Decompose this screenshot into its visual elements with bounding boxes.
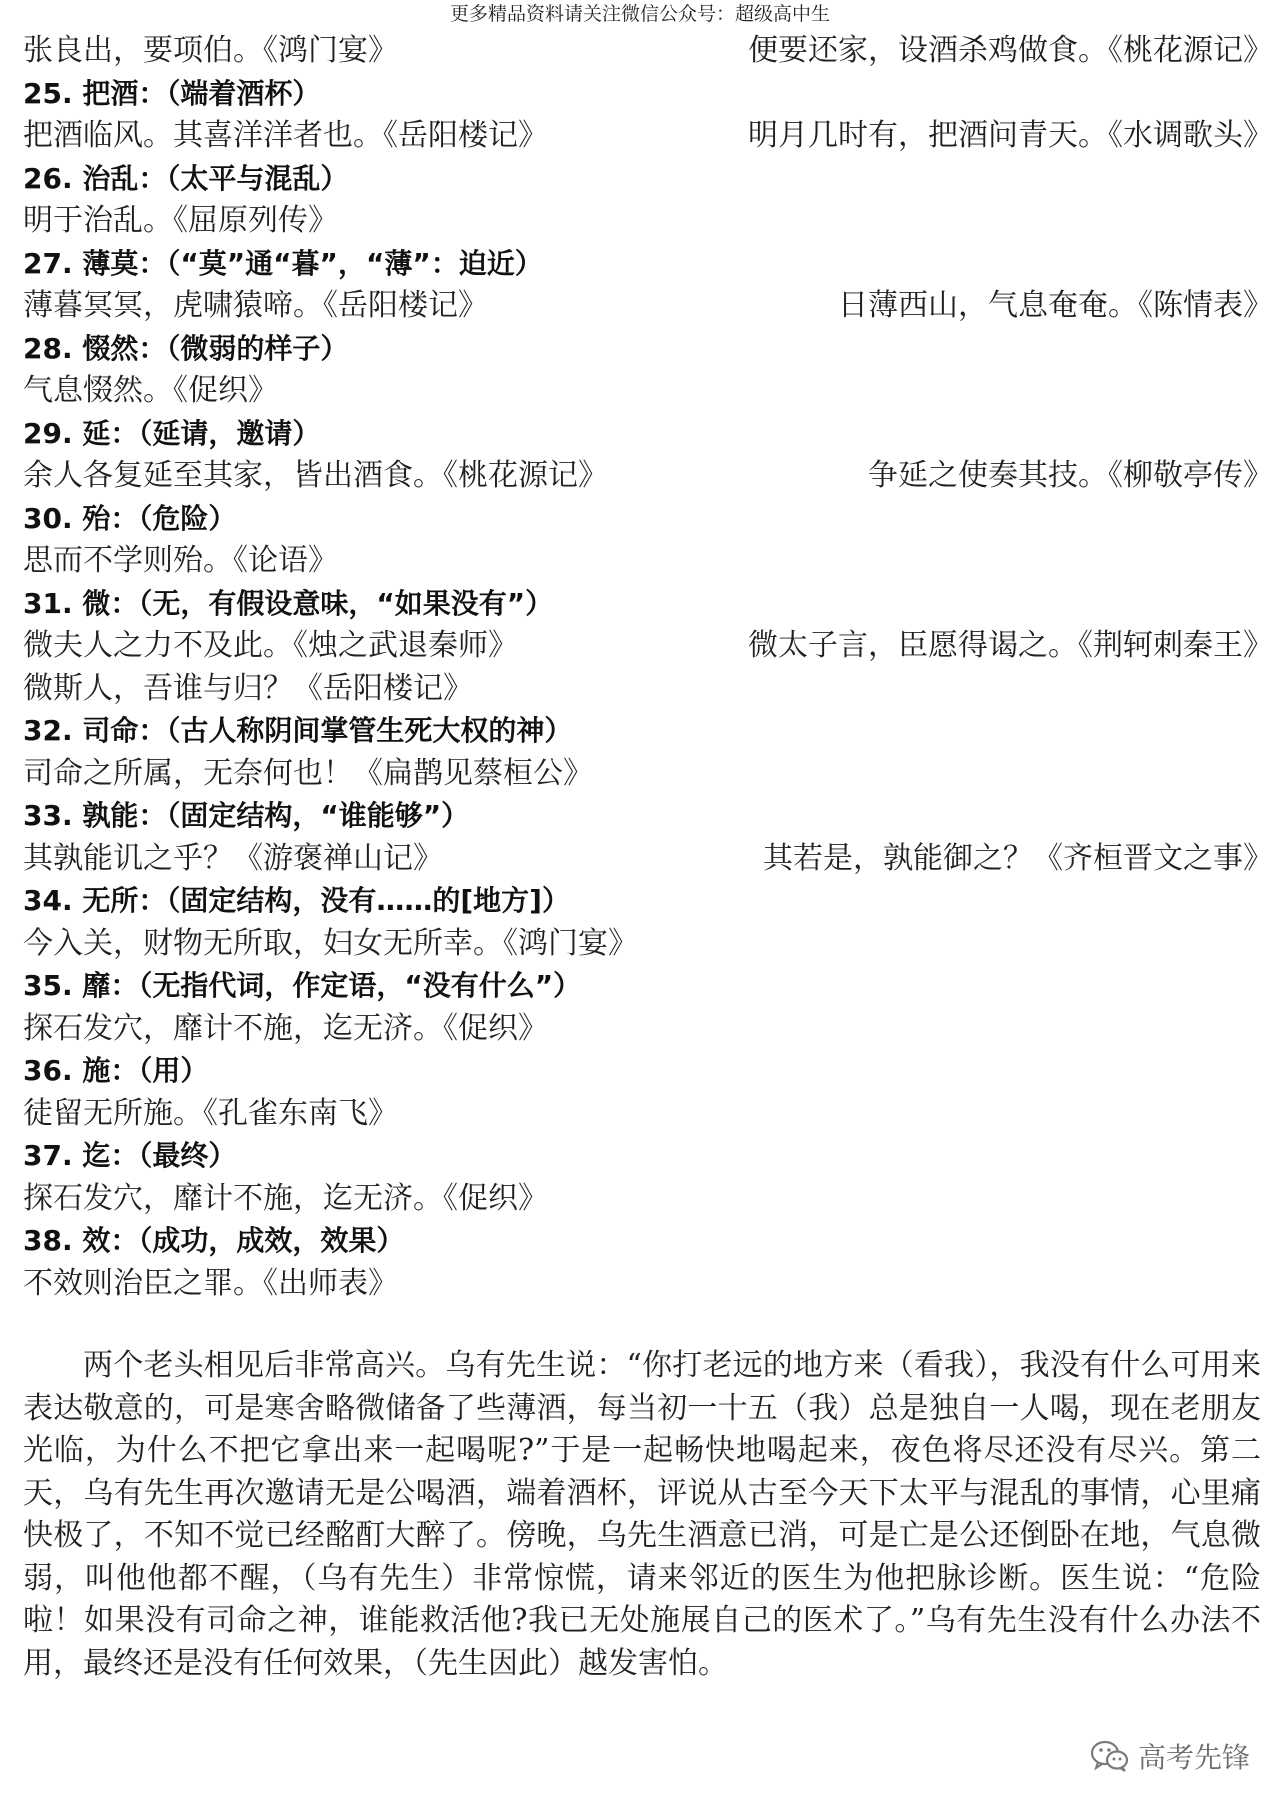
example-row <box>23 923 1273 966</box>
example-sentence: 司命之所属，无奈何也！《扁鹊见蔡桓公》 <box>23 755 593 791</box>
example-row <box>23 30 1273 73</box>
example-row <box>23 625 1273 668</box>
vocab-heading: 28. 惙然：（微弱的样子） <box>23 331 349 365</box>
vocab-heading: 29. 延：（延请，邀请） <box>23 416 321 450</box>
example-sentence: 今入关，财物无所取，妇女无所幸。《鸿门宴》 <box>23 925 638 961</box>
example-sentence: 把酒临风。其喜洋洋者也。《岳阳楼记》 <box>23 118 548 153</box>
example-sentence: 余人各复延至其家，皆出酒食。《桃花源记》 <box>23 458 608 493</box>
example-sentence-secondary: 明月几时有，把酒问青天。《水调歌头》 <box>748 118 1273 153</box>
vocab-heading: 26. 治乱：（太平与混乱） <box>23 161 349 195</box>
page-header: 更多精品资料请关注微信公众号：超级高中生 <box>449 3 830 25</box>
vocab-heading: 37. 迄：（最终） <box>23 1139 237 1172</box>
example-sentence-secondary: 其若是，孰能御之？《齐桓晋文之事》 <box>763 840 1273 876</box>
example-row <box>23 1263 1273 1306</box>
example-sentence-secondary: 争延之使奏其技。《柳敬亭传》 <box>868 458 1273 493</box>
example-sentence-secondary: 微太子言，臣愿得谒之。《荆轲刺秦王》 <box>748 628 1273 663</box>
example-row <box>23 540 1273 583</box>
example-sentence: 其孰能讥之乎？《游褒禅山记》 <box>23 840 443 876</box>
vocab-heading: 31. 微：（无，有假设意味，“如果没有”） <box>23 586 554 620</box>
watermark <box>1090 1736 1250 1776</box>
vocab-heading: 30. 殆：（危险） <box>23 501 237 535</box>
watermark-text: 高考先锋 <box>1137 1741 1250 1774</box>
example-sentence: 明于治乱。《屈原列传》 <box>23 203 338 238</box>
example-row <box>23 1178 1273 1221</box>
example-sentence: 不效则治臣之罪。《出师表》 <box>23 1265 398 1301</box>
example-row <box>23 285 1273 328</box>
example-sentence: 徒留无所施。《孔雀东南飞》 <box>23 1095 398 1131</box>
example-row <box>23 115 1273 158</box>
vocab-heading: 32. 司命：（古人称阴间掌管生死大权的神） <box>23 714 573 747</box>
example-sentence: 张良出，要项伯。《鸿门宴》 <box>23 33 398 68</box>
vocabulary-list <box>23 30 1273 1305</box>
vocab-heading: 33. 孰能：（固定结构，“谁能够”） <box>23 799 470 832</box>
vocab-heading: 27. 薄莫：（“莫”通“暮”，“薄”：迫近） <box>23 246 543 280</box>
example-row <box>23 668 1273 711</box>
vocab-heading: 34. 无所：（固定结构，没有……的[地方]） <box>23 884 570 917</box>
example-row <box>23 370 1273 413</box>
example-sentence: 微夫人之力不及此。《烛之武退秦师》 <box>23 628 518 663</box>
vocab-heading: 25. 把酒：（端着酒杯） <box>23 76 321 110</box>
translation-paragraph: 两个老头相见后非常高兴。乌有先生说：“你打老远的地方来（看我），我没有什么可用来表达敬意的，可是寒舍略微储备了些薄酒，每当初一十五（我）总是独自一人喝，现在老朋友光临，为什么不把它拿出来一起喝呢?”于是一起畅快地喝起来，夜色将尽还没有尽兴。第二天，乌有先生再次邀请无是公喝酒，端着酒杯，评说从古至今天下太平与混乱的事情，心里痛快极了，不知不觉已经酩酊大醉了。傍晚，乌先生酒意已消，可是亡是公还倒卧在地，气息微弱，叫他他都不醒，（乌有先生）非常惊慌，请来邻近的医生为他把脉诊断。医生说：“危险啦！如果没有司命之神，谁能救活他?我已无处施展自己的医术了。”乌有先生没有什么办法不用，最终还是没有任何效果，（先生因此）越发害怕。 <box>23 1348 1261 1681</box>
example-sentence-secondary: 日薄西山，气息奄奄。《陈情表》 <box>838 288 1273 323</box>
example-row <box>23 1008 1273 1051</box>
example-sentence: 微斯人，吾谁与归？《岳阳楼记》 <box>23 670 473 706</box>
example-row <box>23 455 1273 498</box>
example-sentence-secondary: 便要还家，设酒杀鸡做食。《桃花源记》 <box>748 33 1273 68</box>
vocab-heading: 38. 效：（成功，成效，效果） <box>23 1224 405 1257</box>
example-sentence: 思而不学则殆。《论语》 <box>23 543 338 578</box>
example-sentence: 薄暮冥冥，虎啸猿啼。《岳阳楼记》 <box>23 288 488 323</box>
example-sentence: 探石发穴，靡计不施，迄无济。《促织》 <box>23 1010 548 1046</box>
vocab-heading: 36. 施：（用） <box>23 1054 209 1087</box>
example-row <box>23 200 1273 243</box>
example-sentence: 气息惙然。《促织》 <box>23 373 278 408</box>
vocab-heading: 35. 靡：（无指代词，作定语，“没有什么”） <box>23 969 582 1002</box>
example-sentence: 探石发穴，靡计不施，迄无济。《促织》 <box>23 1180 548 1216</box>
wechat-icon <box>1090 1739 1130 1773</box>
example-row <box>23 753 1273 796</box>
example-row <box>23 838 1273 881</box>
example-row <box>23 1093 1273 1136</box>
